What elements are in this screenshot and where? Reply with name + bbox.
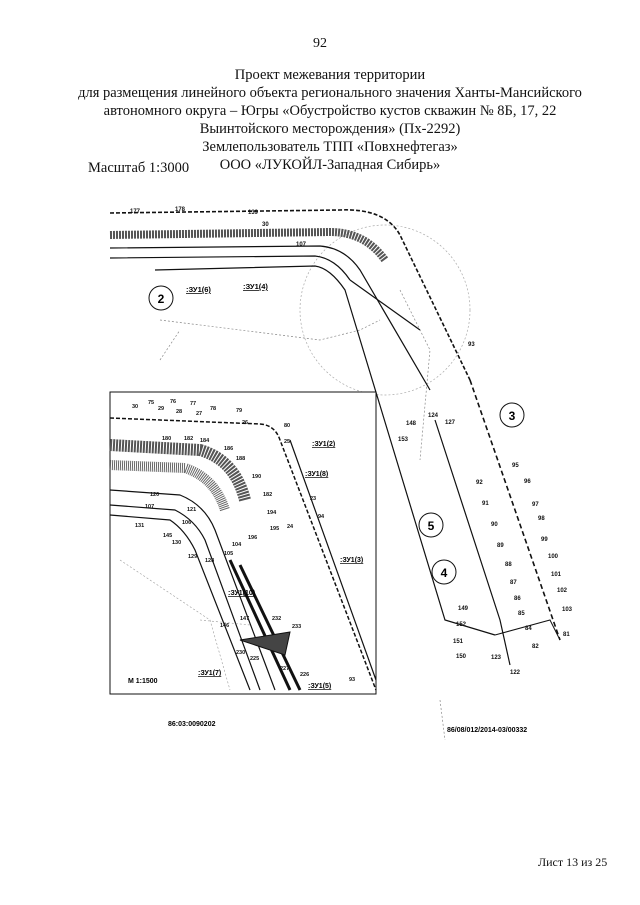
inset-point-label: 129 (188, 554, 198, 560)
point-label: 88 (505, 562, 512, 568)
inset-point-label: 75 (148, 400, 155, 406)
cadastre-label-left: 86:03:0090202 (168, 721, 216, 728)
inset-point-label: 76 (170, 399, 177, 405)
inset-point-label: 25 (284, 439, 291, 445)
title-line: автономного округа – Югры «Обустройство кустов скважин № 8Б, 17, 22 (103, 103, 557, 119)
inset-point-label: 93 (349, 677, 356, 683)
point-label: 93 (468, 342, 475, 348)
point-label: 178 (175, 207, 186, 213)
inset-point-label: 27 (196, 411, 203, 417)
inset-point-label: 94 (318, 514, 325, 520)
point-label: 30 (262, 222, 269, 228)
inset-point-label: 121 (187, 507, 197, 513)
title-line: Проект межевания территории (234, 67, 426, 83)
point-label: 85 (518, 611, 525, 617)
inset-point-label: 79 (236, 408, 243, 414)
inset-point-label: 186 (224, 446, 234, 452)
inset-point-label: 106 (182, 520, 192, 526)
point-label: 81 (563, 632, 570, 638)
inset-point-label: 233 (292, 624, 302, 630)
inset-point-label: 105 (224, 551, 234, 557)
point-label: 101 (551, 572, 562, 578)
parcel-label: :ЗУ1(4) (243, 282, 268, 291)
inset-parcel-label: :ЗУ1(2) (312, 441, 336, 448)
inset-parcel-label: :ЗУ1(7) (198, 670, 222, 677)
inset-point-label: 188 (236, 456, 246, 462)
inset-parcel-label: :ЗУ1(8) (305, 471, 329, 478)
point-label: 97 (532, 502, 539, 508)
inset-point-label: 190 (252, 474, 262, 480)
inset-point-label: 180 (162, 436, 172, 442)
point-label: 139 (248, 210, 259, 216)
circle-label: 2 (157, 292, 165, 306)
point-label: 122 (510, 670, 521, 676)
inset-parcel-label: :ЗУ1(5) (308, 683, 332, 690)
inset-point-label: 24 (287, 524, 294, 530)
point-label: 102 (557, 588, 568, 594)
title-line: Землепользователь ТПП «Повхнефтегаз» (202, 139, 458, 155)
title-line: для размещения линейного объекта регионального значения Ханты-Мансийского (78, 85, 582, 101)
inset-point-label: 107 (145, 504, 155, 510)
inset-point-label: 130 (172, 540, 182, 546)
point-label: 95 (512, 463, 519, 469)
inset-point-label: 226 (300, 672, 310, 678)
inset-point-label: 26 (242, 420, 249, 426)
inset-point-label: 230 (236, 650, 246, 656)
dotted-boundary (160, 320, 380, 340)
point-label: 151 (453, 639, 464, 645)
inset-point-label: 184 (200, 438, 210, 444)
point-label: 89 (497, 543, 504, 549)
hatched-strip (110, 232, 385, 260)
inset-point-label: 131 (135, 523, 145, 529)
inset-point-label: 23 (310, 496, 317, 502)
point-label: 103 (562, 607, 573, 613)
point-label: 98 (538, 516, 545, 522)
point-label: 84 (525, 626, 532, 632)
point-label: 127 (445, 420, 456, 426)
point-label: 150 (456, 654, 467, 660)
inset-point-label: 80 (284, 423, 291, 429)
title-line: Выинтойского месторождения» (Пх-2292) (199, 121, 461, 137)
point-label: 92 (476, 480, 483, 486)
inset-parcel-label: :ЗУ1(3) (340, 557, 364, 564)
title-line: ООО «ЛУКОЙЛ-Западная Сибирь» (219, 157, 441, 173)
point-label: 100 (548, 554, 559, 560)
inset-point-label: 77 (190, 401, 197, 407)
inset-point-label: 146 (220, 623, 230, 629)
circle-label: 4 (440, 566, 448, 580)
point-label: 177 (130, 209, 141, 215)
point-label: 86 (514, 596, 521, 602)
inset-point-label: 145 (163, 533, 173, 539)
cadastre-label-right: 86/08/012/2014-03/00332 (447, 727, 528, 734)
boundary-line (350, 280, 420, 330)
point-label: 91 (482, 501, 489, 507)
inset-point-label: 227 (280, 666, 290, 672)
circle-label: 3 (508, 409, 516, 423)
point-label: 99 (541, 537, 548, 543)
point-label: 149 (458, 606, 469, 612)
inset-point-label: 195 (270, 526, 280, 532)
dotted-boundary (440, 700, 445, 740)
dotted-boundary (400, 290, 430, 460)
point-label: 96 (524, 479, 531, 485)
inset-point-label: 182 (263, 492, 273, 498)
dotted-boundary (160, 330, 180, 360)
inset-frame (110, 392, 376, 694)
inset-scale-label: М 1:1500 (128, 678, 158, 685)
parcel-label: :ЗУ1(6) (186, 285, 211, 294)
inset-point-label: 128 (205, 558, 215, 564)
sheet-footer: Лист 13 из 25 (538, 855, 608, 869)
inset-point-label: 232 (272, 616, 282, 622)
point-label: 153 (398, 437, 409, 443)
point-label: 82 (532, 644, 539, 650)
scale-label: Масштаб 1:3000 (88, 160, 190, 176)
point-label: 87 (510, 580, 517, 586)
page-number: 92 (313, 36, 327, 51)
point-label: 123 (491, 655, 502, 661)
inset-point-label: 78 (210, 406, 217, 412)
inset-point-label: 182 (184, 436, 194, 442)
inset-point-label: 194 (267, 510, 277, 516)
inset-point-label: 30 (132, 404, 139, 410)
inset-point-label: 225 (250, 656, 260, 662)
inset-point-label: 104 (232, 542, 242, 548)
circle-label: 5 (427, 519, 435, 533)
zoom-circle (300, 225, 470, 395)
point-label: 107 (296, 242, 307, 248)
point-label: 148 (406, 421, 417, 427)
inset-parcel-label: :ЗУ1(10) (228, 590, 256, 597)
inset-point-label: 147 (240, 616, 250, 622)
inset-point-label: 28 (176, 409, 183, 415)
inset-point-label: 120 (150, 492, 160, 498)
point-label: 152 (456, 622, 467, 628)
inset-point-label: 29 (158, 406, 165, 412)
inset-point-label: 196 (248, 535, 258, 541)
point-label: 90 (491, 522, 498, 528)
point-label: 124 (428, 413, 439, 419)
